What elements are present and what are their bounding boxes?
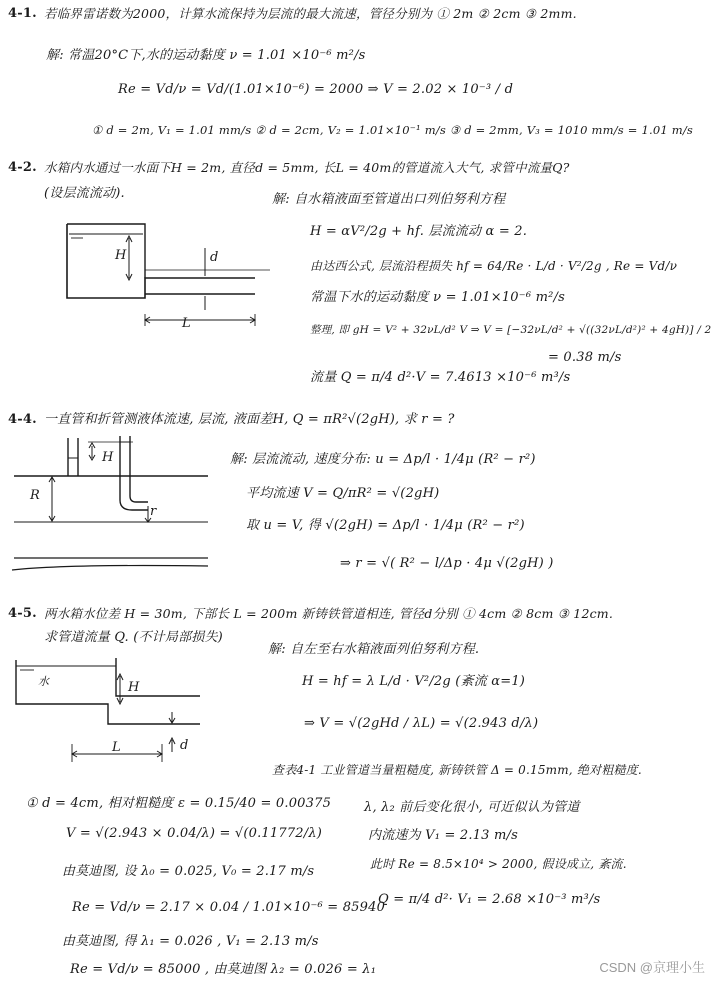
problem-4-2-question: 水箱内水通过一水面下H = 2m, 直径d = 5mm, 长L = 40m的管道流入大气, 求管中流量Q? [44, 160, 570, 175]
problem-4-2-step-5: 整理, 即 gH = V² + 32νL/d² V ⇒ V = [−32νL/d² + √((32νL/d²)² + 4gH)] / 2 [310, 324, 712, 336]
fig-4-4-label-R: R [30, 488, 40, 503]
problem-4-2-label: 4-2. [8, 160, 37, 175]
fig-4-5-label-H: H [128, 680, 140, 695]
problem-4-2-step-2: H = αV²/2g + hf. 层流流动 α = 2. [310, 224, 528, 239]
problem-4-4-label: 4-4. [8, 412, 37, 427]
fig-4-5-label-L: L [112, 740, 121, 755]
problem-4-2-step-3: 由达西公式, 层流沿程损失 hf = 64/Re · L/d · V²/2g , Re = Vd/ν [310, 259, 678, 273]
problem-4-5-case1-line1: ① d = 4cm, 相对粗糙度 ε = 0.15/40 = 0.00375 [26, 796, 332, 811]
problem-4-5-conclusion-2: 内流速为 V₁ = 2.13 m/s [368, 828, 518, 843]
csdn-watermark: CSDN @京理小生 [599, 960, 705, 975]
problem-4-5-step-1: 解: 自左至右水箱液面列伯努利方程. [268, 642, 480, 657]
problem-4-2-note: (设层流流动). [44, 186, 125, 201]
problem-4-1-step-1: 解: 常温20°C下,水的运动黏度 ν = 1.01 ×10⁻⁶ m²/s [46, 48, 366, 63]
problem-4-2-step-1: 解: 自水箱液面至管道出口列伯努利方程 [272, 192, 506, 207]
problem-4-1-question: 若临界雷诺数为2000，计算水流保持为层流的最大流速，管径分别为 ① 2m ② 2cm ③ 2mm. [44, 6, 577, 21]
problem-4-5-label: 4-5. [8, 606, 37, 621]
problem-4-5-step-4: 查表4-1 工业管道当量粗糙度, 新铸铁管 Δ = 0.15mm, 绝对粗糙度. [272, 763, 642, 777]
fig-4-2-label-H: H [115, 248, 127, 263]
fig-4-2-label-L: L [182, 316, 191, 331]
problem-4-5-question: 两水箱水位差 H = 30m, 下部长 L = 200m 新铸铁管道相连, 管径d分别 ① 4cm ② 8cm ③ 12cm. [44, 606, 614, 621]
problem-4-5-case1-line5: 由莫迪图, 得 λ₁ = 0.026 , V₁ = 2.13 m/s [62, 934, 319, 949]
problem-4-5-question-2: 求管道流量 Q. (不计局部损失) [44, 630, 223, 645]
fig-4-4-label-r: r [150, 504, 157, 519]
problem-4-4-step-4: ⇒ r = √( R² − l/Δp · 4μ √(2gH) ) [340, 556, 554, 571]
problem-4-1-step-2: Re = Vd/ν = Vd/(1.01×10⁻⁶) = 2000 ⇒ V = 2.02 × 10⁻³ / d [118, 82, 514, 97]
problem-4-4-step-2: 平均流速 V = Q/πR² = √(2gH) [246, 486, 440, 501]
fig-4-5-label-water: 水 [38, 675, 50, 688]
fig-4-4-label-H: H [102, 450, 114, 465]
problem-4-5-conclusion-1: λ, λ₂ 前后变化很小, 可近似认为管道 [364, 800, 580, 815]
problem-4-2-step-4: 常温下水的运动黏度 ν = 1.01×10⁻⁶ m²/s [310, 290, 565, 305]
problem-4-2-step-6: = 0.38 m/s [548, 350, 622, 365]
problem-4-5-case1-line4: Re = Vd/ν = 2.17 × 0.04 / 1.01×10⁻⁶ = 85940 [72, 900, 386, 915]
problem-4-1-label: 4-1. [8, 6, 37, 21]
problem-4-5-case1-line6: Re = Vd/ν = 85000 , 由莫迪图 λ₂ = 0.026 = λ₁ [70, 962, 377, 977]
problem-4-5-case1-line2: V = √(2.943 × 0.04/λ) = √(0.11772/λ) [66, 826, 323, 841]
problem-4-4-step-3: 取 u = V, 得 √(2gH) = Δp/l · 1/4μ (R² − r²) [246, 518, 525, 533]
problem-4-5-step-3: ⇒ V = √(2gHd / λL) = √(2.943 d/λ) [304, 716, 539, 731]
problem-4-5-step-2: H = hf = λ L/d · V²/2g (紊流 α=1) [302, 674, 526, 689]
problem-4-2-step-7: 流量 Q = π/4 d²·V = 7.4613 ×10⁻⁶ m³/s [310, 370, 571, 385]
problem-4-4-step-1: 解: 层流流动, 速度分布: u = Δp/l · 1/4μ (R² − r²) [230, 452, 536, 467]
problem-4-2-tank-diagram [55, 218, 275, 338]
problem-4-1-step-3: ① d = 2m, V₁ = 1.01 mm/s ② d = 2cm, V₂ = 1.01×10⁻¹ m/s ③ d = 2mm, V₃ = 1010 mm/s = 1.01 m/s [92, 123, 693, 137]
problem-4-5-conclusion-4: Q = π/4 d²· V₁ = 2.68 ×10⁻³ m³/s [378, 892, 601, 907]
problem-4-5-case1-line3: 由莫迪图, 设 λ₀ = 0.025, V₀ = 2.17 m/s [62, 864, 315, 879]
fig-4-5-label-d: d [180, 738, 189, 753]
problem-4-4-question: 一直管和折管测液体流速, 层流, 液面差H, Q = πR²√(2gH), 求 r = ? [44, 412, 455, 427]
problem-4-5-conclusion-3: 此时 Re = 8.5×10⁴ > 2000, 假设成立, 紊流. [370, 857, 627, 871]
fig-4-2-label-d: d [210, 250, 219, 265]
